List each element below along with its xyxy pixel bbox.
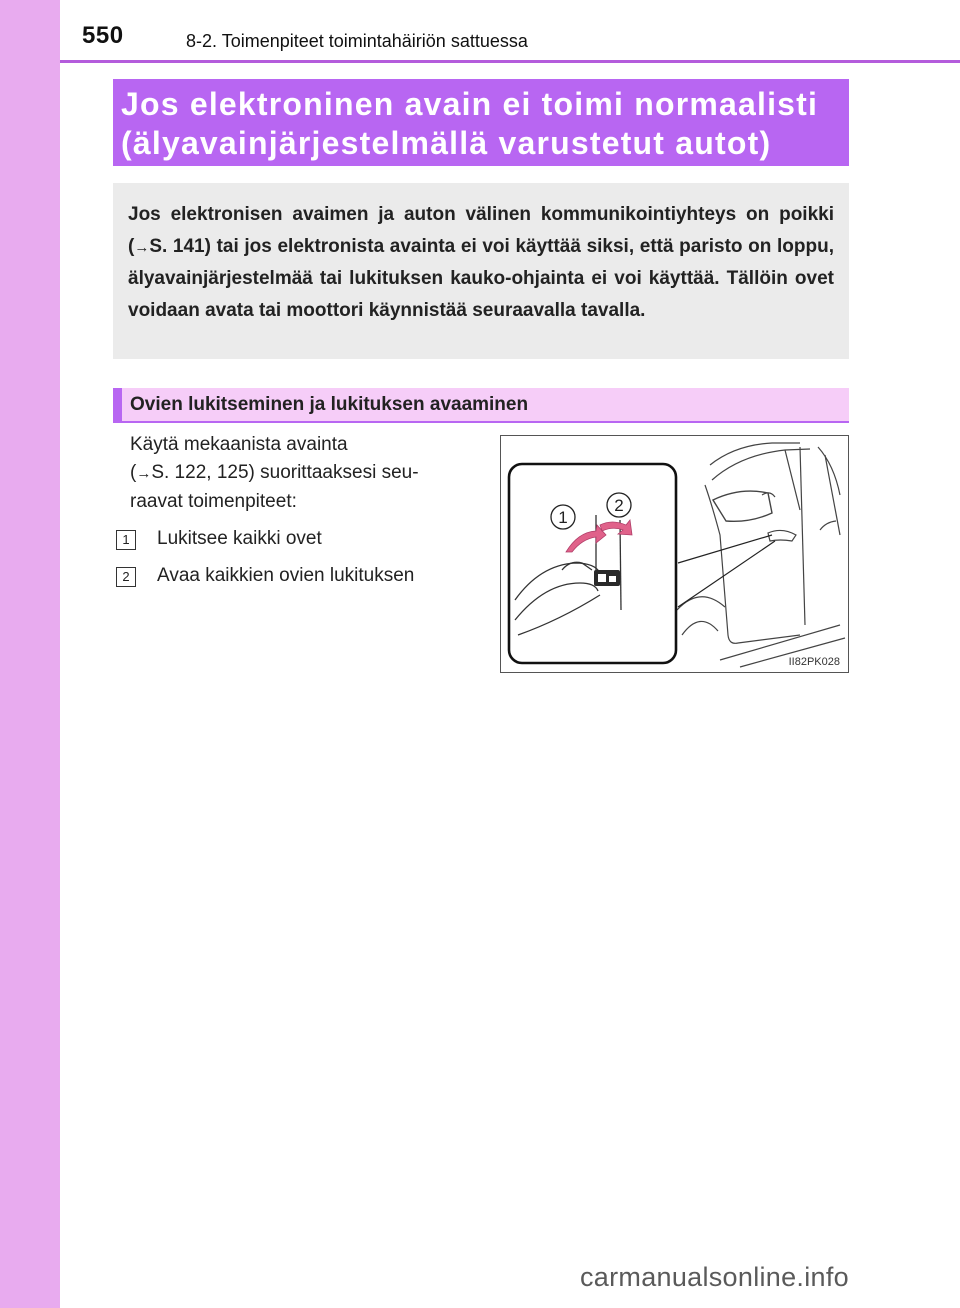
step-number-1: 1 [116,530,136,550]
side-strip [0,0,60,1308]
reference-arrow-icon: → [136,465,152,482]
intro-text [128,199,834,326]
illustration-code: II82PK028 [788,656,840,668]
instruction-line-2: (→S. 122, 125) suorittaaksesi seu- [130,462,419,483]
door-lock-illustration [500,435,849,673]
step-text-1: Lukitsee kaikki ovet [157,528,322,549]
mechanical-key-drawing [594,570,620,586]
header-divider [60,60,960,63]
step-text-2: Avaa kaikkien ovien lukituksen [157,565,415,586]
reference-arrow-icon: → [134,238,150,256]
intro-box [113,183,849,359]
subheading [113,388,849,423]
page-title-line-2: (älyavainjärjestelmällä varustetut autot) [121,125,772,161]
callout-2-label: 2 [614,496,624,515]
section-title: 8-2. Toimenpiteet toimintahäiriön sattuessa [186,31,528,51]
instruction-line-1: Käytä mekaanista avainta [130,434,348,455]
callout-1-label: 1 [558,508,568,527]
instruction-line-3: raavat toimenpiteet: [130,491,297,512]
step-number-2: 2 [116,567,136,587]
watermark: carmanualsonline.info [580,1262,849,1292]
page-title [113,79,849,166]
page-number: 550 [82,22,124,49]
intro-text-part-2: S. 141) tai jos elektronista avainta ei voi käyttää siksi, että paristo on loppu, älyavainjärjestelmää tai lukituksen kauko-ohjainta ei voi käyttää. Tällöin ovet voidaan avata tai moottori käynnistää seuraavalla tavalla. [128,235,834,321]
subheading-accent-bar [113,388,122,423]
page-title-line-1: Jos elektroninen avain ei toimi normaalisti [121,86,819,122]
intro-text-part-1: Jos elektronisen avaimen ja auton välinen kommunikointiyhteys on poikki ( [128,204,834,257]
inset-detail-box [509,464,676,663]
subheading-text: Ovien lukitseminen ja lukituksen avaaminen [130,394,529,415]
instruction-text [130,431,500,516]
